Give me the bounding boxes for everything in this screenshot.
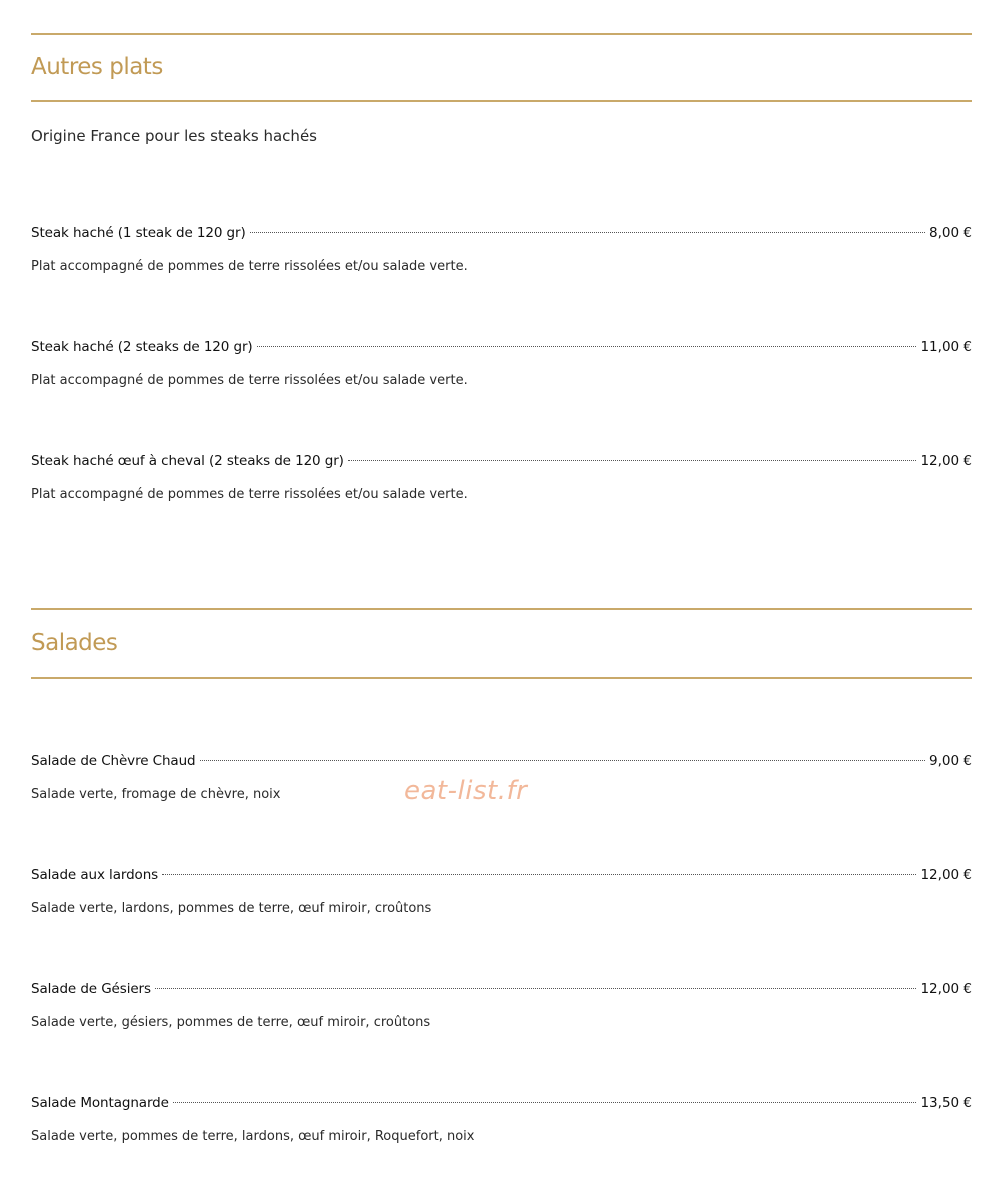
menu-item-description: Salade verte, gésiers, pommes de terre, œuf miroir, croûtons	[31, 1015, 431, 1030]
menu-item-price: 12,00 €	[920, 981, 972, 997]
dot-leader	[348, 460, 917, 461]
dot-leader	[257, 346, 917, 347]
section-top-rule	[31, 608, 972, 610]
section-title-autres-plats: Autres plats	[31, 54, 163, 80]
menu-item-description: Salade verte, fromage de chèvre, noix	[31, 787, 281, 802]
menu-item-price: 13,50 €	[920, 1095, 972, 1111]
section-top-rule	[31, 33, 972, 35]
menu-item-description: Salade verte, lardons, pommes de terre, œuf miroir, croûtons	[31, 901, 432, 916]
menu-item	[31, 452, 972, 501]
menu-item-name: Salade de Chèvre Chaud	[31, 753, 196, 769]
menu-item-description: Plat accompagné de pommes de terre rissolées et/ou salade verte.	[31, 373, 468, 388]
menu-item-name: Salade de Gésiers	[31, 981, 151, 997]
section-bottom-rule	[31, 100, 972, 102]
menu-item	[31, 1094, 972, 1143]
watermark: eat-list.fr	[404, 776, 528, 806]
menu-item-name: Steak haché œuf à cheval (2 steaks de 120 gr)	[31, 453, 344, 469]
menu-item	[31, 866, 972, 915]
dot-leader	[155, 988, 917, 989]
menu-item-price: 9,00 €	[929, 753, 972, 769]
menu-item	[31, 980, 972, 1029]
section-bottom-rule	[31, 677, 972, 679]
menu-item-name: Salade Montagnarde	[31, 1095, 169, 1111]
menu-item-description: Salade verte, pommes de terre, lardons, œuf miroir, Roquefort, noix	[31, 1129, 475, 1144]
menu-item-name: Salade aux lardons	[31, 867, 159, 883]
dot-leader	[173, 1102, 917, 1103]
dot-leader	[200, 760, 926, 761]
menu-item-description: Plat accompagné de pommes de terre rissolées et/ou salade verte.	[31, 259, 468, 274]
menu-item-name: Steak haché (1 steak de 120 gr)	[31, 225, 246, 241]
section-title-salades: Salades	[31, 630, 118, 656]
menu-item-name: Steak haché (2 steaks de 120 gr)	[31, 339, 253, 355]
dot-leader	[162, 874, 916, 875]
menu-item-price: 8,00 €	[929, 225, 972, 241]
menu-item-price: 12,00 €	[920, 867, 972, 883]
section-intro: Origine France pour les steaks hachés	[31, 127, 317, 145]
menu-item	[31, 338, 972, 387]
menu-item-description: Plat accompagné de pommes de terre rissolées et/ou salade verte.	[31, 487, 468, 502]
menu-item	[31, 224, 972, 273]
menu-item-price: 12,00 €	[920, 453, 972, 469]
dot-leader	[250, 232, 925, 233]
menu-item-price: 11,00 €	[920, 339, 972, 355]
